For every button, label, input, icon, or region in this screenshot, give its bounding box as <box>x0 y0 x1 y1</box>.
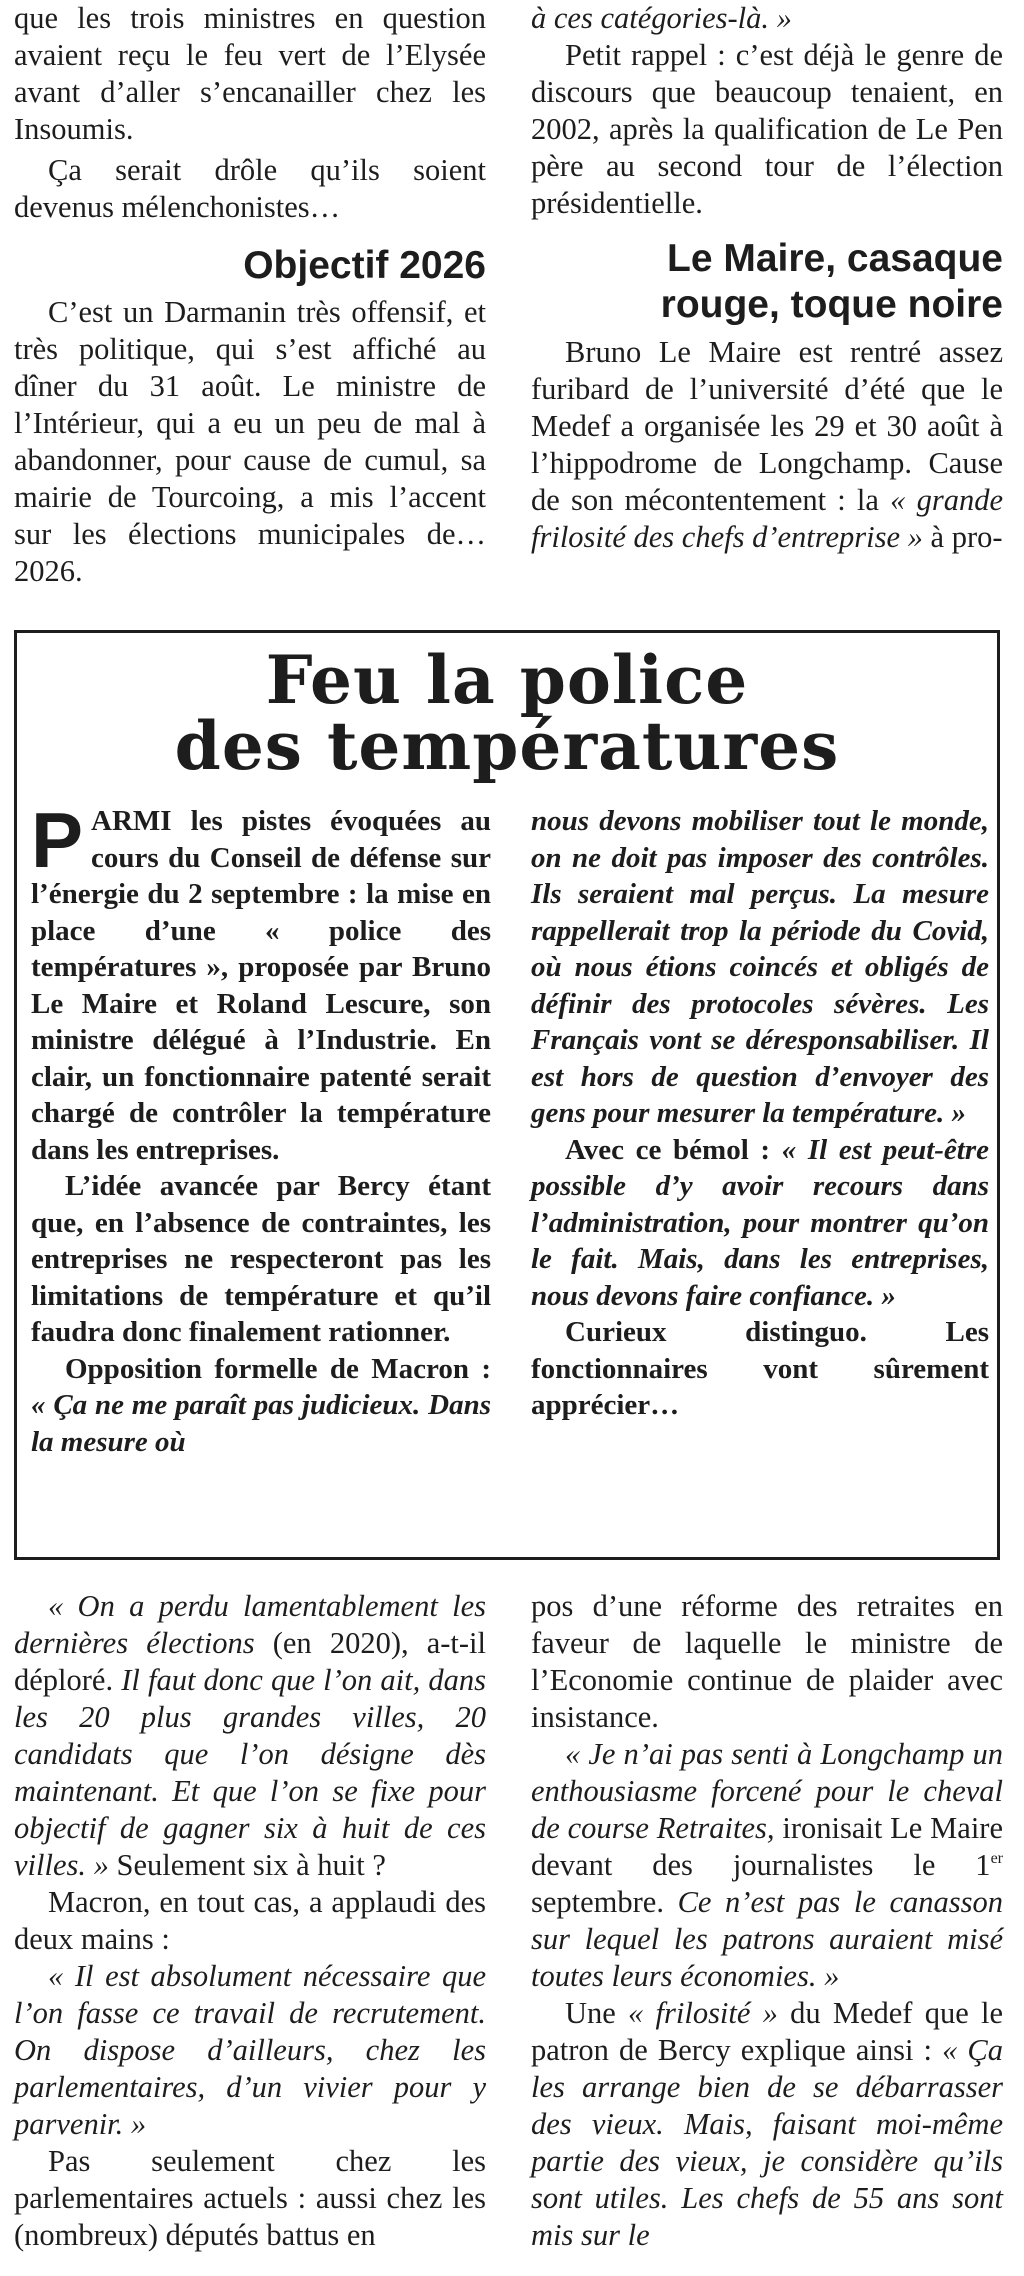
quote-text: Il faut donc que l’on ait, dans les 20 plus grandes villes, 20 candidats que l’on désigne dès maintenant. Et que l’on se fixe pour objectif de gagner six à huit de ces villes. » <box>14 1663 486 1882</box>
paragraph <box>531 1736 1003 1995</box>
text-span: Seulement six à huit ? <box>108 1848 386 1882</box>
top-left-column <box>14 0 486 590</box>
quote-text: « Ça les arrange bien de se débarrasser des vieux. Mais, faisant moi-même partie des vieux, je considère qu’ils sont utiles. Les chefs de 55 ans sont mis sur le <box>531 2033 1003 2252</box>
paragraph: Petit rappel : c’est déjà le genre de discours que beaucoup tenaient, en 2002, après la qualification de Le Pen père au second tour de l’élection présidentielle. <box>531 38 1003 220</box>
paragraph: Macron, en tout cas, a applaudi des deux mains : <box>14 1885 486 1956</box>
paragraph: L’idée avancée par Bercy étant que, en l’absence de contraintes, les entreprises ne respecteront pas les limitations de température et qu’il faudra donc finalement rationner. <box>31 1170 491 1348</box>
text-span: Avec ce bémol : <box>565 1133 782 1166</box>
paragraph <box>31 796 491 1168</box>
text-span: (en 2020), a-t-il déploré. <box>14 1626 487 1697</box>
drop-cap: P <box>31 796 84 884</box>
paragraph: pos d’une réforme des retraites en faveur de laquelle le ministre de l’Economie continue de plaider avec insistance. <box>531 1589 1003 1734</box>
quote-text: « Il est absolument nécessaire que l’on fasse ce travail de recrutement. On dispose d’ailleurs, chez les parlementaires, d’un vivier pour y parvenir. » <box>14 1959 486 2141</box>
paragraph <box>531 0 1003 37</box>
paragraph <box>531 1132 989 1315</box>
paragraph <box>531 1995 1003 2254</box>
text-span: septembre. <box>531 1885 678 1919</box>
bottom-right-column <box>531 1588 1003 2254</box>
paragraph <box>31 1351 491 1461</box>
text-span: ARMI les pistes évoquées au cours du Conseil de défense sur l’énergie du 2 septembre : la mise en place d’une « police des températures », proposée par Bruno Le Maire et Roland Lescure, son ministre délégué à l’Industrie. En clair, un fonctionnaire patenté serait chargé de contrôler la température dans les entreprises. <box>31 805 491 1166</box>
quote-text: à ces catégories-là. » <box>531 1 792 35</box>
text-span: Bruno Le Maire est rentré assez furibard de l’université d’été que le Medef a organisée les 29 et 30 août à l’hippodrome de Longchamp. Cause de son mécontentement : la <box>531 335 1003 517</box>
subheading-objectif-2026: Objectif 2026 <box>243 244 486 287</box>
box-right-column <box>531 803 989 1424</box>
subheading-line: rouge, toque noire <box>660 283 1003 326</box>
bottom-left-column <box>14 1588 486 2254</box>
paragraph <box>531 334 1003 556</box>
quote-text: « On a perdu lamentablement les dernières élections <box>14 1589 486 1660</box>
paragraph: Curieux distinguo. Les fonctionnaires vont sûrement apprécier… <box>531 1316 989 1421</box>
text-span: Une <box>565 1996 629 2030</box>
quote-text: « frilosité » <box>628 1996 778 2030</box>
title-line: des températures <box>174 707 840 785</box>
paragraph <box>531 803 989 1132</box>
quote-text: nous devons mobiliser tout le monde, on ne doit pas imposer des contrôles. Ils seraient mal perçus. La mesure rappellerait trop la période du Covid, où nous étions coincés et obligés de définir des protocoles sévères. Les Français vont se déresponsabiliser. Il est hors de question d’envoyer des gens pour mesurer la température. » <box>531 805 989 1129</box>
boxed-article <box>14 630 1000 1560</box>
text-span: Opposition formelle de Macron : <box>65 1352 491 1385</box>
quote-text: « Ça ne me paraît pas judicieux. Dans la mesure où <box>31 1389 491 1458</box>
paragraph <box>14 1588 486 1884</box>
quote-text: Ce n’est pas le canasson sur lequel les patrons auraient misé toutes leurs économies. » <box>531 1885 1003 1993</box>
text-span: ironisait Le Maire devant des journalistes le 1 <box>531 1811 1004 1882</box>
box-left-column <box>31 796 491 1460</box>
subheading-line: Le Maire, casaque <box>667 237 1003 280</box>
paragraph: que les trois ministres en question avaient reçu le feu vert de l’Elysée avant d’aller s’encanailler chez les Insoumis. <box>14 1 486 146</box>
paragraph: Ça serait drôle qu’ils soient devenus mélenchonistes… <box>14 153 486 224</box>
quote-text: « Je n’ai pas senti à Longchamp un enthousiasme forcené pour le cheval de course Retraites, <box>531 1737 1003 1845</box>
paragraph: Pas seulement chez les parlementaires actuels : aussi chez les (nombreux) députés battus en <box>14 2144 486 2252</box>
subheading-le-maire <box>531 236 1003 328</box>
title-line: Feu la police <box>265 641 749 719</box>
text-span: à pro- <box>922 520 1003 554</box>
superscript: er <box>990 1850 1003 1867</box>
quote-text: « Il est peut-être possible d’y avoir recours dans l’administration, pour montrer qu’on le fait. Mais, dans les entreprises, nous devons faire confiance. » <box>531 1133 989 1312</box>
text-span: du Medef que le patron de Bercy explique ainsi : <box>531 1996 1003 2067</box>
article-title <box>17 633 997 785</box>
quote-text: « grande frilosité des chefs d’entreprise » <box>531 483 1003 554</box>
paragraph <box>14 1958 486 2143</box>
paragraph: C’est un Darmanin très offensif, et très politique, qui s’est affiché au dîner du 31 août. Le ministre de l’Intérieur, qui a eu un peu de mal à abandonner, pour cause de cumul, sa mairie de Tourcoing, a mis l’accent sur les élections municipales de… 2026. <box>14 295 486 588</box>
top-right-column <box>531 0 1003 556</box>
